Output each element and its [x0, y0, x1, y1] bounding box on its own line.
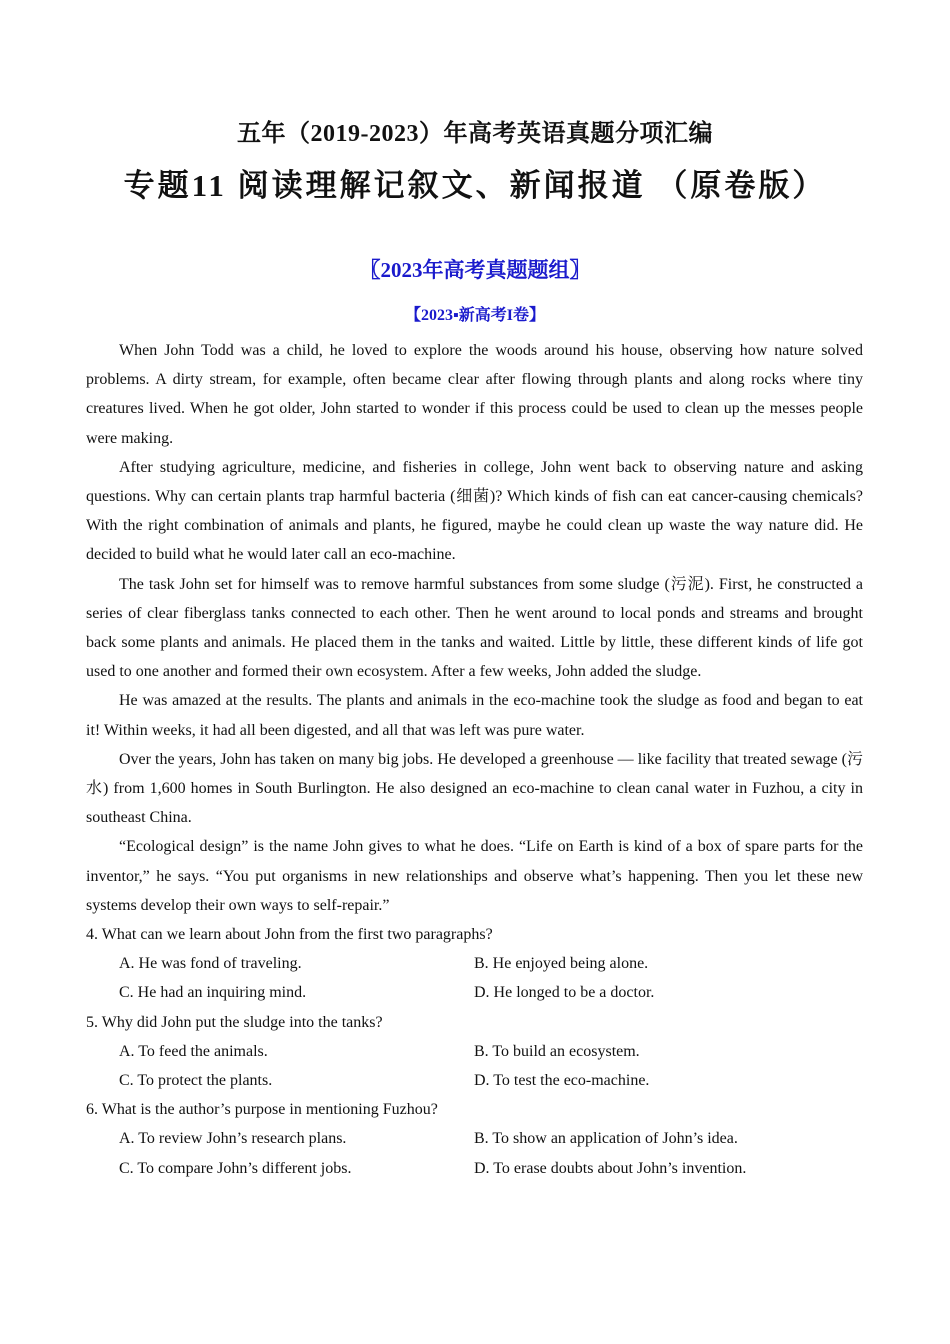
- option-b: B. To show an application of John’s idea.: [474, 1130, 738, 1148]
- exam-tag: 【2023▪新高考I卷】: [405, 307, 545, 324]
- group-heading: 〖2023年高考真题题组〗: [359, 258, 591, 282]
- option-c: C. He had an inquiring mind.: [119, 984, 307, 1002]
- question-stem: 5. Why did John put the sludge into the tanks?: [86, 1013, 383, 1031]
- document-title: 五年（2019-2023）年高考英语真题分项汇编: [237, 121, 713, 147]
- option-a: A. To review John’s research plans.: [119, 1130, 347, 1148]
- passage-paragraph: After studying agriculture, medicine, and fisheries in college, John went back to observing nature and asking questions. Why can certain plants trap harmful bacteria (细菌)? Which kinds of fish can eat cancer-causing chemicals? With the right combination of animals and plants, he figured, maybe he could clean up waste the way nature did. He decided to build what he would later call an eco-machine.: [86, 458, 863, 564]
- passage-paragraph: When John Todd was a child, he loved to explore the woods around his house, observing how nature solved problems. A dirty stream, for example, often became clear after flowing through plants and along rocks where tiny creatures lived. When he got older, John started to wonder if this process could be used to clean up the messes people were making.: [86, 342, 863, 447]
- option-d: D. He longed to be a doctor.: [474, 984, 655, 1002]
- option-b: B. To build an ecosystem.: [474, 1042, 640, 1060]
- question-stem: 6. What is the author’s purpose in mentioning Fuzhou?: [86, 1101, 438, 1119]
- passage-paragraph: Over the years, John has taken on many big jobs. He developed a greenhouse — like facility that treated sewage (污水) from 1,600 homes in South Burlington. He also designed an eco-machine to clean canal water in Fuzhou, a city in southeast China.: [86, 750, 863, 827]
- option-a: A. He was fond of traveling.: [119, 955, 302, 973]
- option-c: C. To protect the plants.: [119, 1072, 273, 1090]
- option-row: [86, 978, 863, 1007]
- document-subtitle: 专题11 阅读理解记叙文、新闻报道 （原卷版）: [123, 168, 827, 203]
- option-row: [86, 949, 863, 978]
- passage-paragraph: He was amazed at the results. The plants and animals in the eco-machine took the sludge as food and began to eat it! Within weeks, it had all been digested, and all that was left was pure water.: [86, 692, 863, 739]
- option-b: B. He enjoyed being alone.: [474, 955, 649, 973]
- option-d: D. To test the eco-machine.: [474, 1072, 650, 1090]
- option-c: C. To compare John’s different jobs.: [119, 1159, 352, 1177]
- question-stem: 4. What can we learn about John from the first two paragraphs?: [86, 926, 493, 944]
- option-row: [86, 1154, 863, 1183]
- option-d: D. To erase doubts about John’s invention.: [474, 1159, 747, 1177]
- option-row: [86, 1066, 863, 1095]
- option-a: A. To feed the animals.: [119, 1042, 268, 1060]
- option-row: [86, 1124, 863, 1153]
- passage-paragraph: The task John set for himself was to remove harmful substances from some sludge (污泥). First, he constructed a series of clear fiberglass tanks connected to each other. Then he went around to local ponds and streams and brought back some plants and animals. He placed them in the tanks and waited. Little by little, these different kinds of life got used to one another and formed their own ecosystem. After a few weeks, John added the sludge.: [86, 575, 863, 681]
- passage-paragraph: “Ecological design” is the name John gives to what he does. “Life on Earth is kind of a box of spare parts for the inventor,” he says. “You put organisms in new relationships and observe what’s happening. Then you let these new systems develop their own ways to self-repair.”: [86, 838, 863, 914]
- option-row: [86, 1037, 863, 1066]
- reading-passage: [86, 336, 863, 1183]
